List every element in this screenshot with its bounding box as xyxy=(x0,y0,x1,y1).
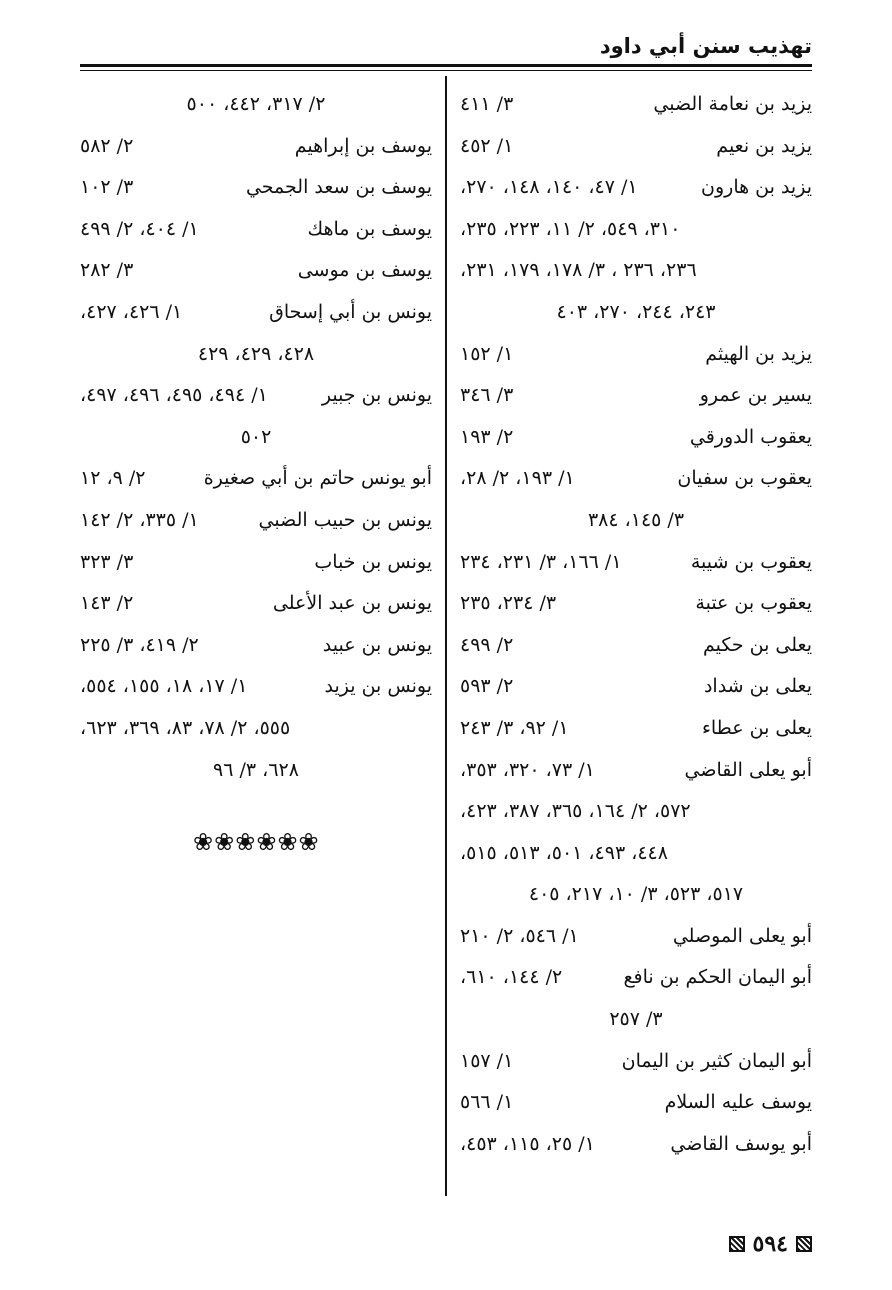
entry-name: أبو يعلى القاضي xyxy=(684,758,812,781)
entry-references: ١/ ١٥٧ xyxy=(460,1049,514,1072)
header-rule-thin xyxy=(80,70,812,71)
index-entry xyxy=(460,167,812,209)
entry-name: يعقوب بن عتبة xyxy=(695,592,812,615)
index-continuation xyxy=(460,833,812,875)
end-ornament: ❀❀❀❀❀❀ xyxy=(193,828,320,856)
continuation-references: ٤٢٨، ٤٢٩، ٤٢٩ xyxy=(197,342,315,365)
index-continuation xyxy=(80,750,432,792)
entry-name: يزيد بن هارون xyxy=(701,176,812,199)
index-entry xyxy=(80,625,432,667)
entry-name: يونس بن أبي إسحاق xyxy=(269,300,432,323)
continuation-references: ٣/ ٢٥٧ xyxy=(609,1008,663,1031)
index-continuation xyxy=(80,417,432,459)
entry-name: يوسف بن موسى xyxy=(297,259,432,282)
index-entry xyxy=(460,334,812,376)
index-continuation xyxy=(460,791,812,833)
index-column-right xyxy=(460,84,812,1165)
ornament-square-icon xyxy=(729,1236,745,1252)
continuation-references: ٤٤٨، ٤٩٣، ٥٠١، ٥١٣، ٥١٥، xyxy=(460,841,668,864)
entry-name: يونس بن يزيد xyxy=(324,675,432,698)
entry-references: ١/ ٩٢، ٣/ ٢٤٣ xyxy=(460,716,569,739)
index-entry xyxy=(460,708,812,750)
entry-references: ٣/ ٢٨٢ xyxy=(80,259,134,282)
entry-name: يونس بن جبير xyxy=(321,384,432,407)
continuation-references: ٢٣٦، ٢٣٦ ، ٣/ ١٧٨، ١٧٩، ٢٣١، xyxy=(460,259,697,282)
entry-references: ٢/ ٤١٩، ٣/ ٢٢٥ xyxy=(80,633,199,656)
entry-references: ١/ ٤٠٤، ٢/ ٤٩٩ xyxy=(80,217,199,240)
entry-name: يوسف بن ماهك xyxy=(307,217,432,240)
entry-name: أبو يعلى الموصلي xyxy=(672,924,812,947)
entry-name: يوسف عليه السلام xyxy=(664,1091,812,1114)
entry-references: ٢/ ٩، ١٢ xyxy=(80,467,146,490)
index-entry xyxy=(80,583,432,625)
index-continuation xyxy=(460,999,812,1041)
index-continuation xyxy=(460,209,812,251)
entry-name: يونس بن عبيد xyxy=(322,633,432,656)
index-continuation xyxy=(460,292,812,334)
entry-references: ١/ ٤٩٤، ٤٩٥، ٤٩٦، ٤٩٧، xyxy=(80,384,268,407)
entry-name: يونس بن حبيب الضبي xyxy=(258,508,432,531)
index-entry xyxy=(460,666,812,708)
index-entry xyxy=(460,375,812,417)
page-header-title: تهذيب سنن أبي داود xyxy=(599,34,812,58)
index-entry xyxy=(80,458,432,500)
index-continuation xyxy=(80,708,432,750)
entry-name: أبو اليمان الحكم بن نافع xyxy=(623,966,812,989)
ornament-square-icon xyxy=(796,1236,812,1252)
index-entry xyxy=(460,1124,812,1166)
entry-name: يونس بن عبد الأعلى xyxy=(272,592,432,615)
entry-references: ١/ ٤٥٢ xyxy=(460,134,514,157)
index-entry xyxy=(460,417,812,459)
index-continuation xyxy=(460,874,812,916)
entry-references: ١/ ١٩٣، ٢/ ٢٨، xyxy=(460,467,575,490)
continuation-references: ٣/ ١٤٥، ٣٨٤ xyxy=(587,508,685,531)
index-continuation xyxy=(80,84,432,126)
entry-name: يوسف بن سعد الجمحي xyxy=(245,176,432,199)
entry-references: ١/ ١٥٢ xyxy=(460,342,514,365)
entry-references: ٢/ ١٤٣ xyxy=(80,592,134,615)
index-entry xyxy=(460,84,812,126)
entry-name: أبو يونس حاتم بن أبي صغيرة xyxy=(203,467,432,490)
index-entry xyxy=(460,957,812,999)
index-continuation xyxy=(460,250,812,292)
entry-references: ٣/ ٢٣٤، ٢٣٥ xyxy=(460,592,557,615)
continuation-references: ٣١٠، ٥٤٩، ٢/ ١١، ٢٢٣، ٢٣٥، xyxy=(460,217,681,240)
index-entry xyxy=(460,916,812,958)
index-continuation xyxy=(80,334,432,376)
index-entry xyxy=(80,250,432,292)
continuation-references: ٢٤٣، ٢٤٤، ٢٧٠، ٤٠٣ xyxy=(556,300,716,323)
entry-references: ٢/ ١٤٤، ٦١٠، xyxy=(460,966,563,989)
entry-name: يعقوب بن سفيان xyxy=(677,467,812,490)
index-entry xyxy=(80,500,432,542)
entry-references: ١/ ١٦٦، ٣/ ٢٣١، ٢٣٤ xyxy=(460,550,622,573)
index-entry xyxy=(80,126,432,168)
entry-name: يعلى بن حكيم xyxy=(702,633,812,656)
entry-references: ١/ ٥٦٦ xyxy=(460,1091,514,1114)
entry-references: ٢/ ٥٨٢ xyxy=(80,134,134,157)
index-entry xyxy=(80,167,432,209)
index-entry xyxy=(80,209,432,251)
continuation-references: ٥١٧، ٥٢٣، ٣/ ١٠، ٢١٧، ٤٠٥ xyxy=(528,883,744,906)
entry-references: ١/ ٤٧، ١٤٠، ١٤٨، ٢٧٠، xyxy=(460,176,638,199)
continuation-references: ٥٥٥، ٢/ ٧٨، ٨٣، ٣٦٩، ٦٢٣، xyxy=(80,716,291,739)
entry-references: ١/ ٧٣، ٣٢٠، ٣٥٣، xyxy=(460,758,595,781)
entry-name: يسير بن عمرو xyxy=(699,384,812,407)
entry-references: ٢/ ١٩٣ xyxy=(460,425,514,448)
index-continuation xyxy=(460,500,812,542)
continuation-references: ٥٧٢، ٢/ ١٦٤، ٣٦٥، ٣٨٧، ٤٢٣، xyxy=(460,800,691,823)
index-entry xyxy=(460,750,812,792)
index-entry xyxy=(460,625,812,667)
entry-name: يعلى بن شداد xyxy=(703,675,812,698)
header-rule-thick xyxy=(80,64,812,67)
entry-name: يعقوب الدورقي xyxy=(689,425,812,448)
index-entry xyxy=(80,292,432,334)
entry-references: ١/ ٣٣٥، ٢/ ١٤٢ xyxy=(80,508,199,531)
entry-name: يوسف بن إبراهيم xyxy=(294,134,432,157)
entry-name: يزيد بن نعامة الضبي xyxy=(653,93,812,115)
entry-references: ٣/ ٤١١ xyxy=(460,93,514,115)
entry-name: أبو اليمان كثير بن اليمان xyxy=(621,1049,812,1072)
index-entry xyxy=(80,666,432,708)
index-column-left xyxy=(80,84,432,791)
index-entry xyxy=(460,542,812,584)
entry-references: ٣/ ٣٤٦ xyxy=(460,384,514,407)
entry-references: ٢/ ٥٩٣ xyxy=(460,675,514,698)
continuation-references: ٢/ ٣١٧، ٤٤٢، ٥٠٠ xyxy=(186,93,326,115)
page-number-block xyxy=(729,1232,812,1256)
entry-name: يعقوب بن شيبة xyxy=(690,550,812,573)
entry-references: ١/ ٢٥، ١١٥، ٤٥٣، xyxy=(460,1132,595,1155)
index-entry xyxy=(460,1082,812,1124)
entry-name: يزيد بن نعيم xyxy=(716,134,812,157)
page-number: ٥٩٤ xyxy=(752,1231,788,1257)
index-entry xyxy=(460,583,812,625)
entry-references: ٣/ ٣٢٣ xyxy=(80,550,134,573)
continuation-references: ٥٠٢ xyxy=(240,425,272,448)
continuation-references: ٦٢٨، ٣/ ٩٦ xyxy=(213,758,299,781)
column-divider xyxy=(445,76,447,1196)
index-entry xyxy=(80,375,432,417)
entry-references: ١/ ١٧، ١٨، ١٥٥، ٥٥٤، xyxy=(80,675,248,698)
entry-name: يزيد بن الهيثم xyxy=(705,342,812,365)
entry-name: أبو يوسف القاضي xyxy=(670,1132,812,1155)
entry-references: ٣/ ١٠٢ xyxy=(80,176,134,199)
index-entry xyxy=(80,542,432,584)
entry-name: يعلى بن عطاء xyxy=(701,716,812,739)
entry-references: ١/ ٥٤٦، ٢/ ٢١٠ xyxy=(460,924,579,947)
index-entry xyxy=(460,126,812,168)
entry-references: ١/ ٤٢٦، ٤٢٧، xyxy=(80,300,183,323)
entry-references: ٢/ ٤٩٩ xyxy=(460,633,514,656)
index-entry xyxy=(460,458,812,500)
entry-name: يونس بن خباب xyxy=(314,550,432,573)
index-entry xyxy=(460,1041,812,1083)
